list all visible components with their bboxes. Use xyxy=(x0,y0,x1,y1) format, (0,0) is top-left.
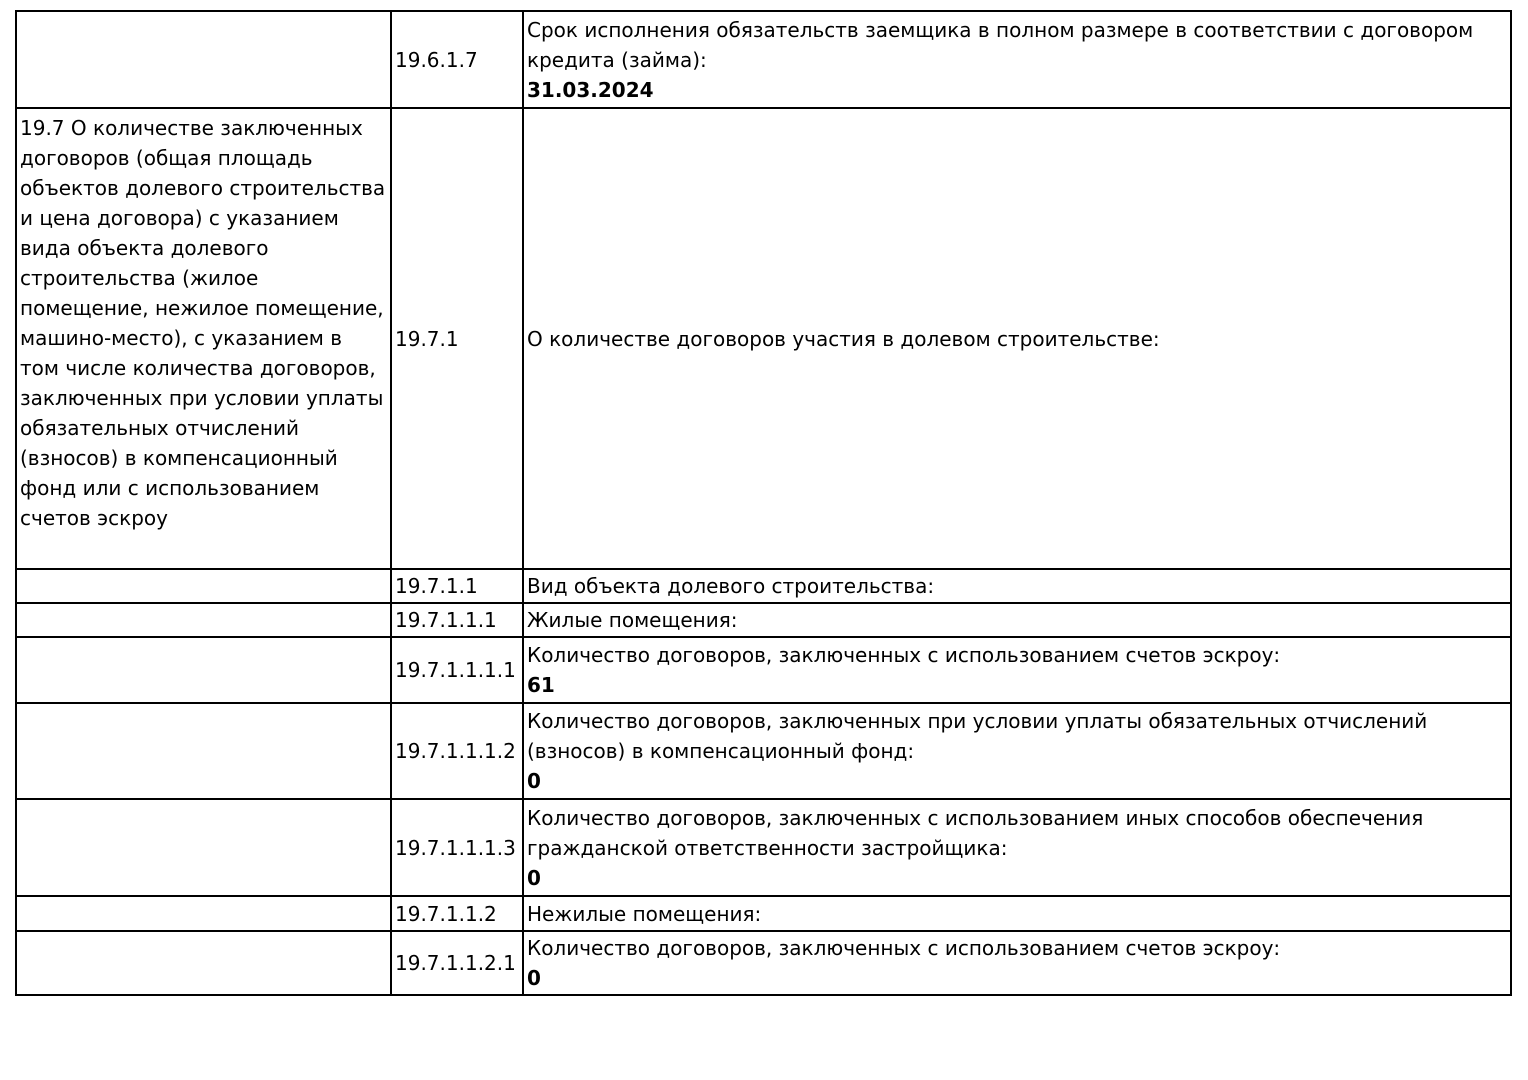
section-description-cell xyxy=(16,896,391,931)
section-number-cell: 19.7.1.1.2 xyxy=(391,896,523,931)
table-row xyxy=(16,11,1511,108)
section-content-cell xyxy=(523,896,1511,931)
section-content-text: Количество договоров, заключенных с использованием счетов эскроу: xyxy=(527,936,1281,960)
section-number-cell: 19.7.1.1 xyxy=(391,569,523,603)
section-content-cell xyxy=(523,11,1511,108)
table-row xyxy=(16,569,1511,603)
section-value: 31.03.2024 xyxy=(527,77,654,102)
section-description-cell: 19.7 О количестве заключенных договоров (общая площадь объектов долевого строительства и цена договора) с указанием вида объекта долевого строительства (жилое помещение, нежилое помещение, машино-место), с указанием в том числе количества договоров, заключенных при условии уплаты обязательных отчислений (взносов) в компенсационный фонд или с использованием счетов эскроу xyxy=(16,108,391,569)
section-content-cell xyxy=(523,603,1511,637)
section-value: 0 xyxy=(527,966,541,990)
section-value: 0 xyxy=(527,769,541,793)
section-content-text: Количество договоров, заключенных с использованием счетов эскроу: xyxy=(527,643,1281,667)
section-description-cell xyxy=(16,11,391,108)
section-description-cell xyxy=(16,703,391,799)
section-number-cell: 19.7.1 xyxy=(391,108,523,569)
section-value: 0 xyxy=(527,865,541,890)
table-row xyxy=(16,703,1511,799)
section-description-cell xyxy=(16,931,391,995)
section-content-cell xyxy=(523,569,1511,603)
section-content-cell xyxy=(523,108,1511,569)
section-content-text: Количество договоров, заключенных с использованием иных способов обеспечения гражданской ответственности застройщика: xyxy=(527,805,1424,860)
section-description-cell xyxy=(16,569,391,603)
table-row xyxy=(16,931,1511,995)
table-row xyxy=(16,896,1511,931)
section-content-cell xyxy=(523,799,1511,896)
table-row xyxy=(16,799,1511,896)
declaration-table xyxy=(15,10,1512,996)
table-row xyxy=(16,108,1511,569)
section-number-cell: 19.7.1.1.1 xyxy=(391,603,523,637)
section-content-text: Срок исполнения обязательств заемщика в полном размере в соответствии с договором кредита (займа): xyxy=(527,17,1474,72)
section-content-text: Количество договоров, заключенных при условии уплаты обязательных отчислений (взносов) в компенсационный фонд: xyxy=(527,709,1428,763)
section-content-text: Жилые помещения: xyxy=(527,608,738,632)
section-number-cell: 19.7.1.1.2.1 xyxy=(391,931,523,995)
table-row xyxy=(16,637,1511,703)
section-content-text: Вид объекта долевого строительства: xyxy=(527,574,935,598)
section-description-cell xyxy=(16,603,391,637)
section-content-cell xyxy=(523,637,1511,703)
table-row xyxy=(16,603,1511,637)
section-description-cell xyxy=(16,637,391,703)
section-number-cell: 19.7.1.1.1.2 xyxy=(391,703,523,799)
section-content-cell xyxy=(523,703,1511,799)
section-number-cell: 19.6.1.7 xyxy=(391,11,523,108)
section-content-cell xyxy=(523,931,1511,995)
section-number-cell: 19.7.1.1.1.3 xyxy=(391,799,523,896)
section-number-cell: 19.7.1.1.1.1 xyxy=(391,637,523,703)
section-content-text: Нежилые помещения: xyxy=(527,901,762,926)
section-description-cell xyxy=(16,799,391,896)
declaration-table-body xyxy=(16,11,1511,995)
section-value: 61 xyxy=(527,673,555,697)
section-content-text: О количестве договоров участия в долевом строительстве: xyxy=(527,326,1160,351)
